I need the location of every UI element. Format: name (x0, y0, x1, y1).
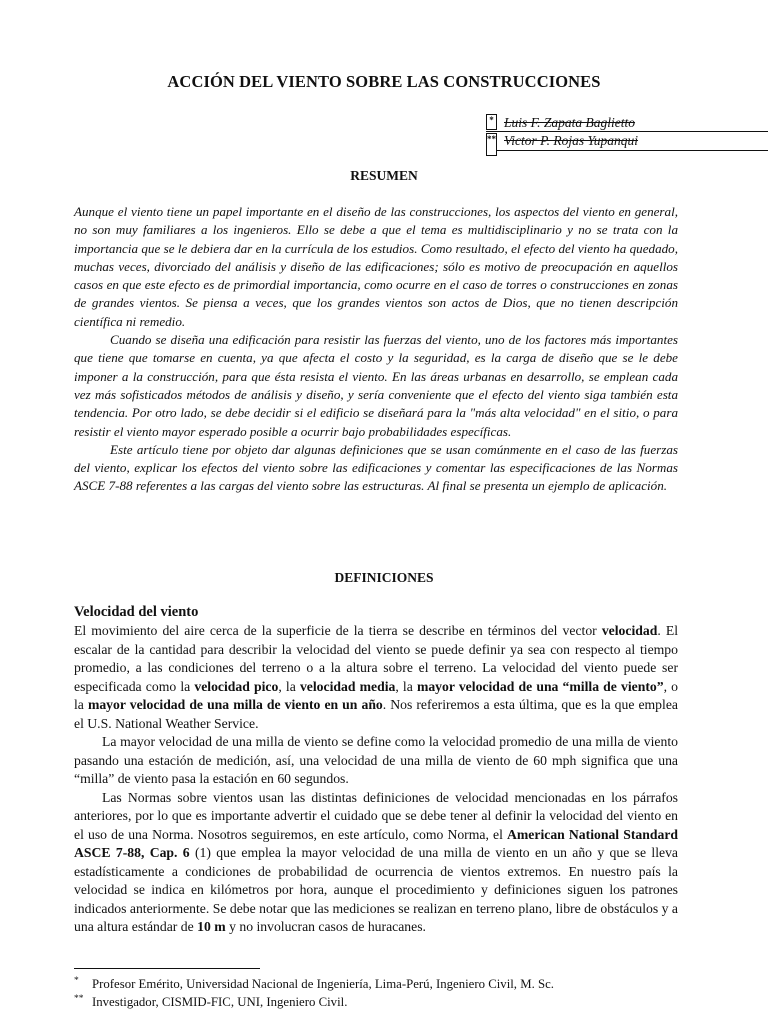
body-paragraph (74, 789, 678, 937)
page-title: ACCIÓN DEL VIENTO SOBRE LAS CONSTRUCCIONES (167, 72, 601, 91)
author-list (486, 114, 768, 151)
footnote-divider (74, 968, 260, 969)
text-run: , la (278, 678, 300, 694)
text-run: , la (395, 678, 417, 694)
author-name: Luis F. Zapata Baglietto (504, 115, 636, 130)
text-run: . Nos referiremos a esta última, que es la que emplea el U.S. National Weather Service. (74, 697, 678, 731)
subsection-heading: Velocidad del viento (74, 604, 199, 620)
footnote-text: Profesor Emérito, Universidad Nacional de Ingeniería, Lima-Perú, Ingeniero Civil, M. Sc. (92, 977, 554, 991)
footnotes (74, 975, 694, 1011)
author-mark-box: ** (486, 133, 497, 156)
bold-term: mayor velocidad de una “milla de viento” (416, 678, 664, 694)
abstract-paragraph: Cuando se diseña una edificación para resistir las fuerzas del viento, uno de los factores más importantes que tiene que tomarse en cuenta, ya que afecta el costo y la seguridad, es la carga de diseño que se le debe imponer a la construcción, para que ésta resista el viento. En las áreas urbanas en desarrollo, se emplean cada vez más sofisticados métodos de análisis y diseño, y sería conveniente que el efecto del viento siga también esta tendencia. Por otro lado, se debe decidir si el edificio se diseñará para la "más alta velocidad" en el sitio, o para resistir el viento mayor esperado posible a ocurrir bajo probabilidades específicas. (74, 332, 678, 439)
text-run: (1) que emplea la mayor velocidad de una milla de viento en un año y que se lleva estadísticamente a condiciones de probabilidad de ocurrencia de vientos extremos. En nuestro país la velocidad se indica en kilómetros por hora, aunque el procedimiento y definiciones siguen los patrones indicados anteriormente. Se debe notar que las mediciones se realizan en terreno plano, libre de obstáculos y a una altura estándar de (74, 845, 678, 934)
footnote-symbol: ** (74, 994, 84, 1004)
body-paragraph: La mayor velocidad de una milla de viento se define como la velocidad promedio de una milla de viento pasando una estación de medición, así, una velocidad de una milla de viento de 60 mph significa que una “milla” de viento pasa la estación en 60 segundos. (74, 734, 678, 786)
abstract (74, 203, 678, 496)
bold-term: American National Standard ASCE 7-88, Cap. 6 (74, 826, 679, 860)
bold-term: velocidad media (299, 678, 396, 694)
footnote-symbol: * (74, 976, 79, 986)
author-line-1 (486, 114, 768, 132)
resumen-heading: RESUMEN (350, 168, 418, 183)
text-run: El movimiento del aire cerca de la superficie de la tierra se describe en términos del vector (74, 623, 602, 638)
footnote-item (74, 975, 694, 993)
body-text (74, 622, 678, 937)
author-name: Victor P. Rojas Yupanqui (504, 133, 639, 148)
text-run: . El escalar de la cantidad para describir la velocidad del viento se puede definir ya sea con respecto al tiempo promedio, a las condiciones del terreno o a la altura sobre el terreno. La velocidad del viento puede ser especificada como la (74, 623, 679, 694)
text-run: Las Normas sobre vientos usan las distintas definiciones de velocidad mencionadas en los párrafos anteriores, por lo que es importante advertir el cuidado que se debe tener al definir la velocidad del viento en el uso de una Norma. Nosotros seguiremos, en este artículo, como Norma, el (74, 789, 678, 842)
abstract-paragraph: Este artículo tiene por objeto dar algunas definiciones que se usan comúnmente en el caso de las fuerzas del viento, explicar los efectos del viento sobre las edificaciones y comentar las especificaciones de las Normas ASCE 7-88 referentes a las cargas del viento sobre las estructuras. Al final se presenta un ejemplo de aplicación. (74, 441, 678, 494)
author-mark-box: * (486, 114, 497, 130)
abstract-paragraph: Aunque el viento tiene un papel importante en el diseño de las construcciones, los aspectos del viento en general, no son muy familiares a los ingenieros. Ello se debe a que el tema es multidisciplinario y no se trata con la importancia que se le debiera dar en la currícula de los estudios. Como resultado, el efecto del viento ha quedado, muchas veces, divorciado del análisis y diseño de las edificaciones; sólo es motivo de preocupación en aquellos casos en que este efecto es de primordial importancia, como ocurre en el caso de torres o construcciones en zonas de grandes vientos. Se piensa a veces, que los grandes vientos son actos de Dios, que no tienen descripción científica ni remedio. (74, 204, 678, 329)
bold-term: mayor velocidad de una milla de viento en un año (87, 697, 383, 712)
footnote-text: Investigador, CISMID-FIC, UNI, Ingeniero Civil. (92, 995, 348, 1009)
author-line-2 (486, 132, 768, 151)
text-run: , o la (74, 678, 679, 712)
definiciones-heading: DEFINICIONES (334, 570, 434, 585)
text-run: y no involucran casos de huracanes. (225, 919, 426, 934)
footnote-item (74, 993, 694, 1011)
bold-term: velocidad pico (194, 678, 279, 694)
body-paragraph (74, 622, 678, 733)
bold-term: 10 m (197, 919, 226, 934)
bold-term: velocidad (601, 623, 658, 638)
